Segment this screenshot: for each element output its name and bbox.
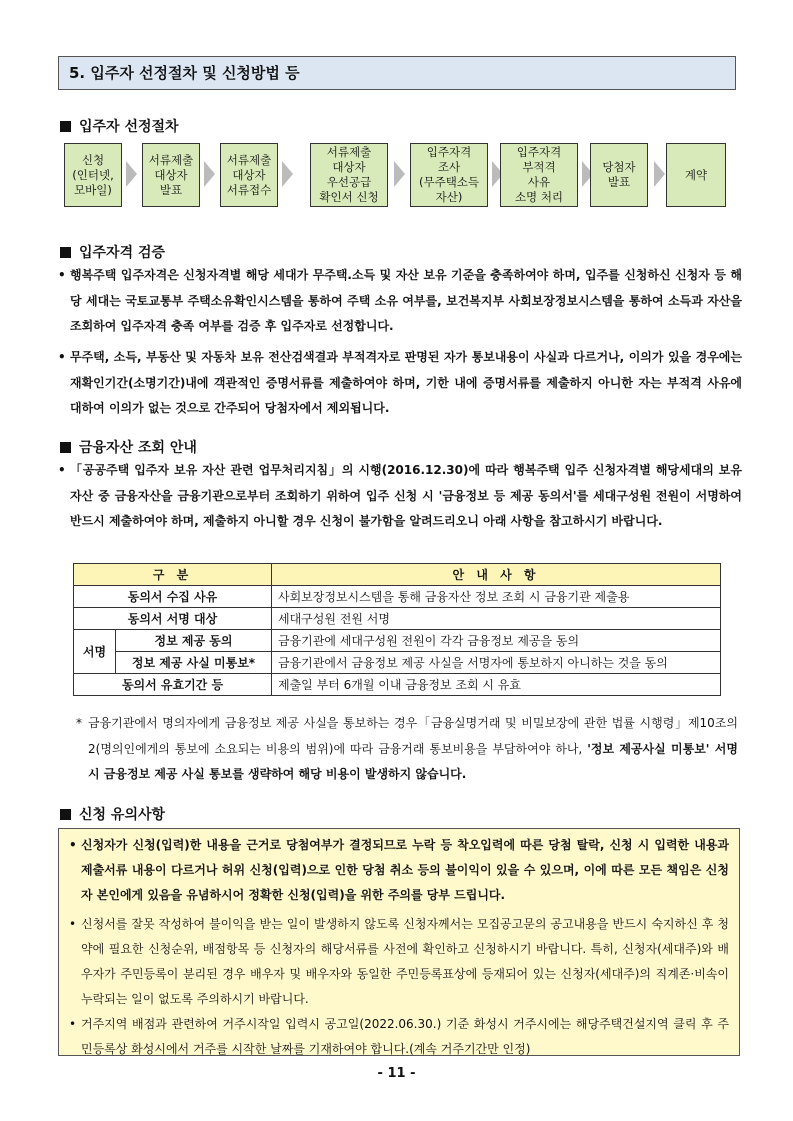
financial-text: 「공공주택 입주자 보유 자산 관련 업무처리지침」의 시행(2016.12.30)에 따라 행복주택 입주 신청자격별 해당세대의 보유 자산 중 금융자산을 금융기관으로부터 조회하기 위하여 입주 신청 시 '금융정보 등 제공 동의서'를 세대구성원 전원이 서명하여 반드시 제출하여야 하며, 제출하지 아니할 경우 신청이 불가함을 알려드리오니 아래 사항을 참고하시기 바랍니다. [70, 463, 742, 528]
financial-bullet [58, 458, 742, 535]
table-group-label: 서명 [74, 630, 116, 674]
table-row-label: 정보 제공 사실 미통보* [116, 652, 272, 674]
table-header-row [74, 564, 721, 586]
table-row [74, 608, 721, 630]
flow-heading [60, 116, 179, 136]
table-row-value: 금융기관에 세대구성원 전원이 각각 금융정보 제공을 동의 [272, 630, 721, 652]
bullet-icon: • [69, 1017, 77, 1031]
eligibility-heading [60, 242, 165, 262]
arrow-right-icon [282, 161, 293, 187]
financial-heading [60, 437, 197, 457]
table-row [74, 674, 721, 696]
footnote-body [76, 711, 738, 788]
flow-heading-text: 입주자 선정절차 [79, 119, 179, 135]
caution-heading-text: 신청 유의사항 [79, 807, 166, 823]
table-header-category: 구 분 [74, 564, 272, 586]
page-number: - 11 - [377, 1066, 416, 1081]
flow-step-priority-confirm: 서류제출 대상자 우선공급 확인서 신청 [310, 143, 388, 207]
eligibility-heading-text: 입주자격 검증 [79, 245, 166, 261]
caution-box [58, 828, 740, 1056]
square-bullet-icon [60, 442, 71, 453]
selection-flow [64, 143, 734, 207]
table-row [74, 630, 721, 652]
footnote-text: 금융기관에서 명의자에게 금융정보 제공 사실을 통보하는 경우「금융실명거래 및 비밀보장에 관한 법률 시행령」제10조의2(명의인에게의 통보에 소요되는 비용의 범위)에 따라 금융거래 통보비용을 부담하여야 하나, [88, 716, 738, 756]
flow-step-docs-announce: 서류제출 대상자 발표 [142, 143, 200, 207]
bullet-icon: • [69, 917, 77, 931]
table-row-label: 정보 제공 동의 [116, 630, 272, 652]
arrow-right-icon [654, 161, 665, 187]
flow-step-winner-announce: 당첨자 발표 [590, 143, 648, 207]
eligibility-text-1: 행복주택 입주자격은 신청자격별 해당 세대가 무주택.소득 및 자산 보유 기준을 충족하여야 하며, 입주를 신청하신 신청자 등 해당 세대는 국토교통부 주택소유확인시스템을 통하여 주택 소유 여부를, 보건복지부 사회보장정보시스템을 통하여 소득과 자산을 조회하여 입주자격 충족 여부를 검증 후 입주자로 선정합니다. [70, 268, 742, 333]
caution-heading [60, 804, 165, 824]
consent-table [73, 563, 721, 696]
flow-step-contract: 계약 [666, 143, 726, 207]
arrow-right-icon [126, 161, 137, 187]
bullet-icon: • [58, 350, 66, 364]
table-row-value: 금융기관에서 금융정보 제공 사실을 서명자에 통보하지 아니하는 것을 동의 [272, 652, 721, 674]
table-row-label: 동의서 유효기간 등 [74, 674, 272, 696]
eligibility-bullet-2 [58, 345, 742, 422]
bullet-icon: • [58, 463, 66, 477]
caution-text-3: 거주지역 배점과 관련하여 거주시작일 입력시 공고일(2022.06.30.) 기준 화성시 거주시에는 해당주택건설지역 클릭 후 주민등록상 화성시에서 거주를 시작한 날짜를 기재하여야 합니다.(계속 거주기간만 인정) [81, 1017, 729, 1056]
caution-item-2 [69, 912, 729, 1012]
flow-step-apply: 신청 (인터넷, 모바일) [64, 143, 122, 207]
table-row-label: 동의서 서명 대상 [74, 608, 272, 630]
flow-step-eligibility-check: 입주자격 조사 (무주택소득 자산) [410, 143, 488, 207]
arrow-right-icon [394, 161, 405, 187]
eligibility-bullet-1 [58, 263, 742, 340]
square-bullet-icon [60, 247, 71, 258]
table-row-value: 세대구성원 전원 서명 [272, 608, 721, 630]
caution-item-3 [69, 1012, 729, 1062]
table-row-label: 동의서 수집 사유 [74, 586, 272, 608]
bullet-icon: • [69, 838, 77, 852]
table-row [74, 652, 721, 674]
caution-item-1 [69, 833, 729, 908]
flow-step-appeal: 입주자격 부적격 사유 소명 처리 [500, 143, 578, 207]
square-bullet-icon [60, 809, 71, 820]
table-footnote [76, 711, 738, 788]
arrow-right-icon [204, 161, 215, 187]
section-title: 5. 입주자 선정절차 및 신청방법 등 [58, 56, 736, 90]
financial-heading-text: 금융자산 조회 안내 [79, 440, 197, 456]
table-row [74, 586, 721, 608]
caution-text-2: 신청서를 잘못 작성하여 불이익을 받는 일이 발생하지 않도록 신청자께서는 모집공고문의 공고내용을 반드시 숙지하신 후 청약에 필요한 신청순위, 배점항목 등 신청자의 해당서류를 사전에 확인하고 신청하시기 바랍니다. 특히, 신청자(세대주)와 배우자가 주민등록이 분리된 경우 배우자 및 배우자와 동일한 주민등록표상에 등재되어 있는 신청자(세대주)의 직계존·비속이 누락되는 일이 없도록 주의하시기 바랍니다. [81, 917, 729, 1006]
table-header-info: 안 내 사 항 [272, 564, 721, 586]
square-bullet-icon [60, 121, 71, 132]
bullet-icon: • [58, 268, 66, 282]
flow-step-docs-receipt: 서류제출 대상자 서류접수 [220, 143, 278, 207]
table-row-value: 사회보장정보시스템을 통해 금융자산 정보 조회 시 금융기관 제출용 [272, 586, 721, 608]
caution-text-1: 신청자가 신청(입력)한 내용을 근거로 당첨여부가 결정되므로 누락 등 착오입력에 따른 당첨 탈락, 신청 시 입력한 내용과 제출서류 내용이 다르거나 허위 신청(입력)으로 인한 당첨 취소 등의 불이익이 있을 수 있으며, 이에 따른 모든 책임은 신청자 본인에게 있음을 유념하시어 정확한 신청(입력)을 위한 주의를 당부 드립니다. [81, 838, 729, 902]
table-row-value: 제출일 부터 6개월 이내 금융정보 조회 시 유효 [272, 674, 721, 696]
eligibility-text-2: 무주택, 소득, 부동산 및 자동차 보유 전산검색결과 부적격자로 판명된 자가 통보내용이 사실과 다르거나, 이의가 있을 경우에는 재확인기간(소명기간)내에 객관적인 증명서류를 제출하여야 하며, 기한 내에 증명서류를 제출하지 아니한 자는 부적격 사유에 대하여 이의가 없는 것으로 간주되어 당첨자에서 제외됩니다. [70, 350, 742, 415]
footnote-star: * [76, 716, 82, 730]
footnote-bold-text: '정보 제공사실 미통보' 서명 시 금융정보 제공 사실 통보를 생략하여 해당 비용이 발생하지 않습니다. [88, 741, 738, 781]
